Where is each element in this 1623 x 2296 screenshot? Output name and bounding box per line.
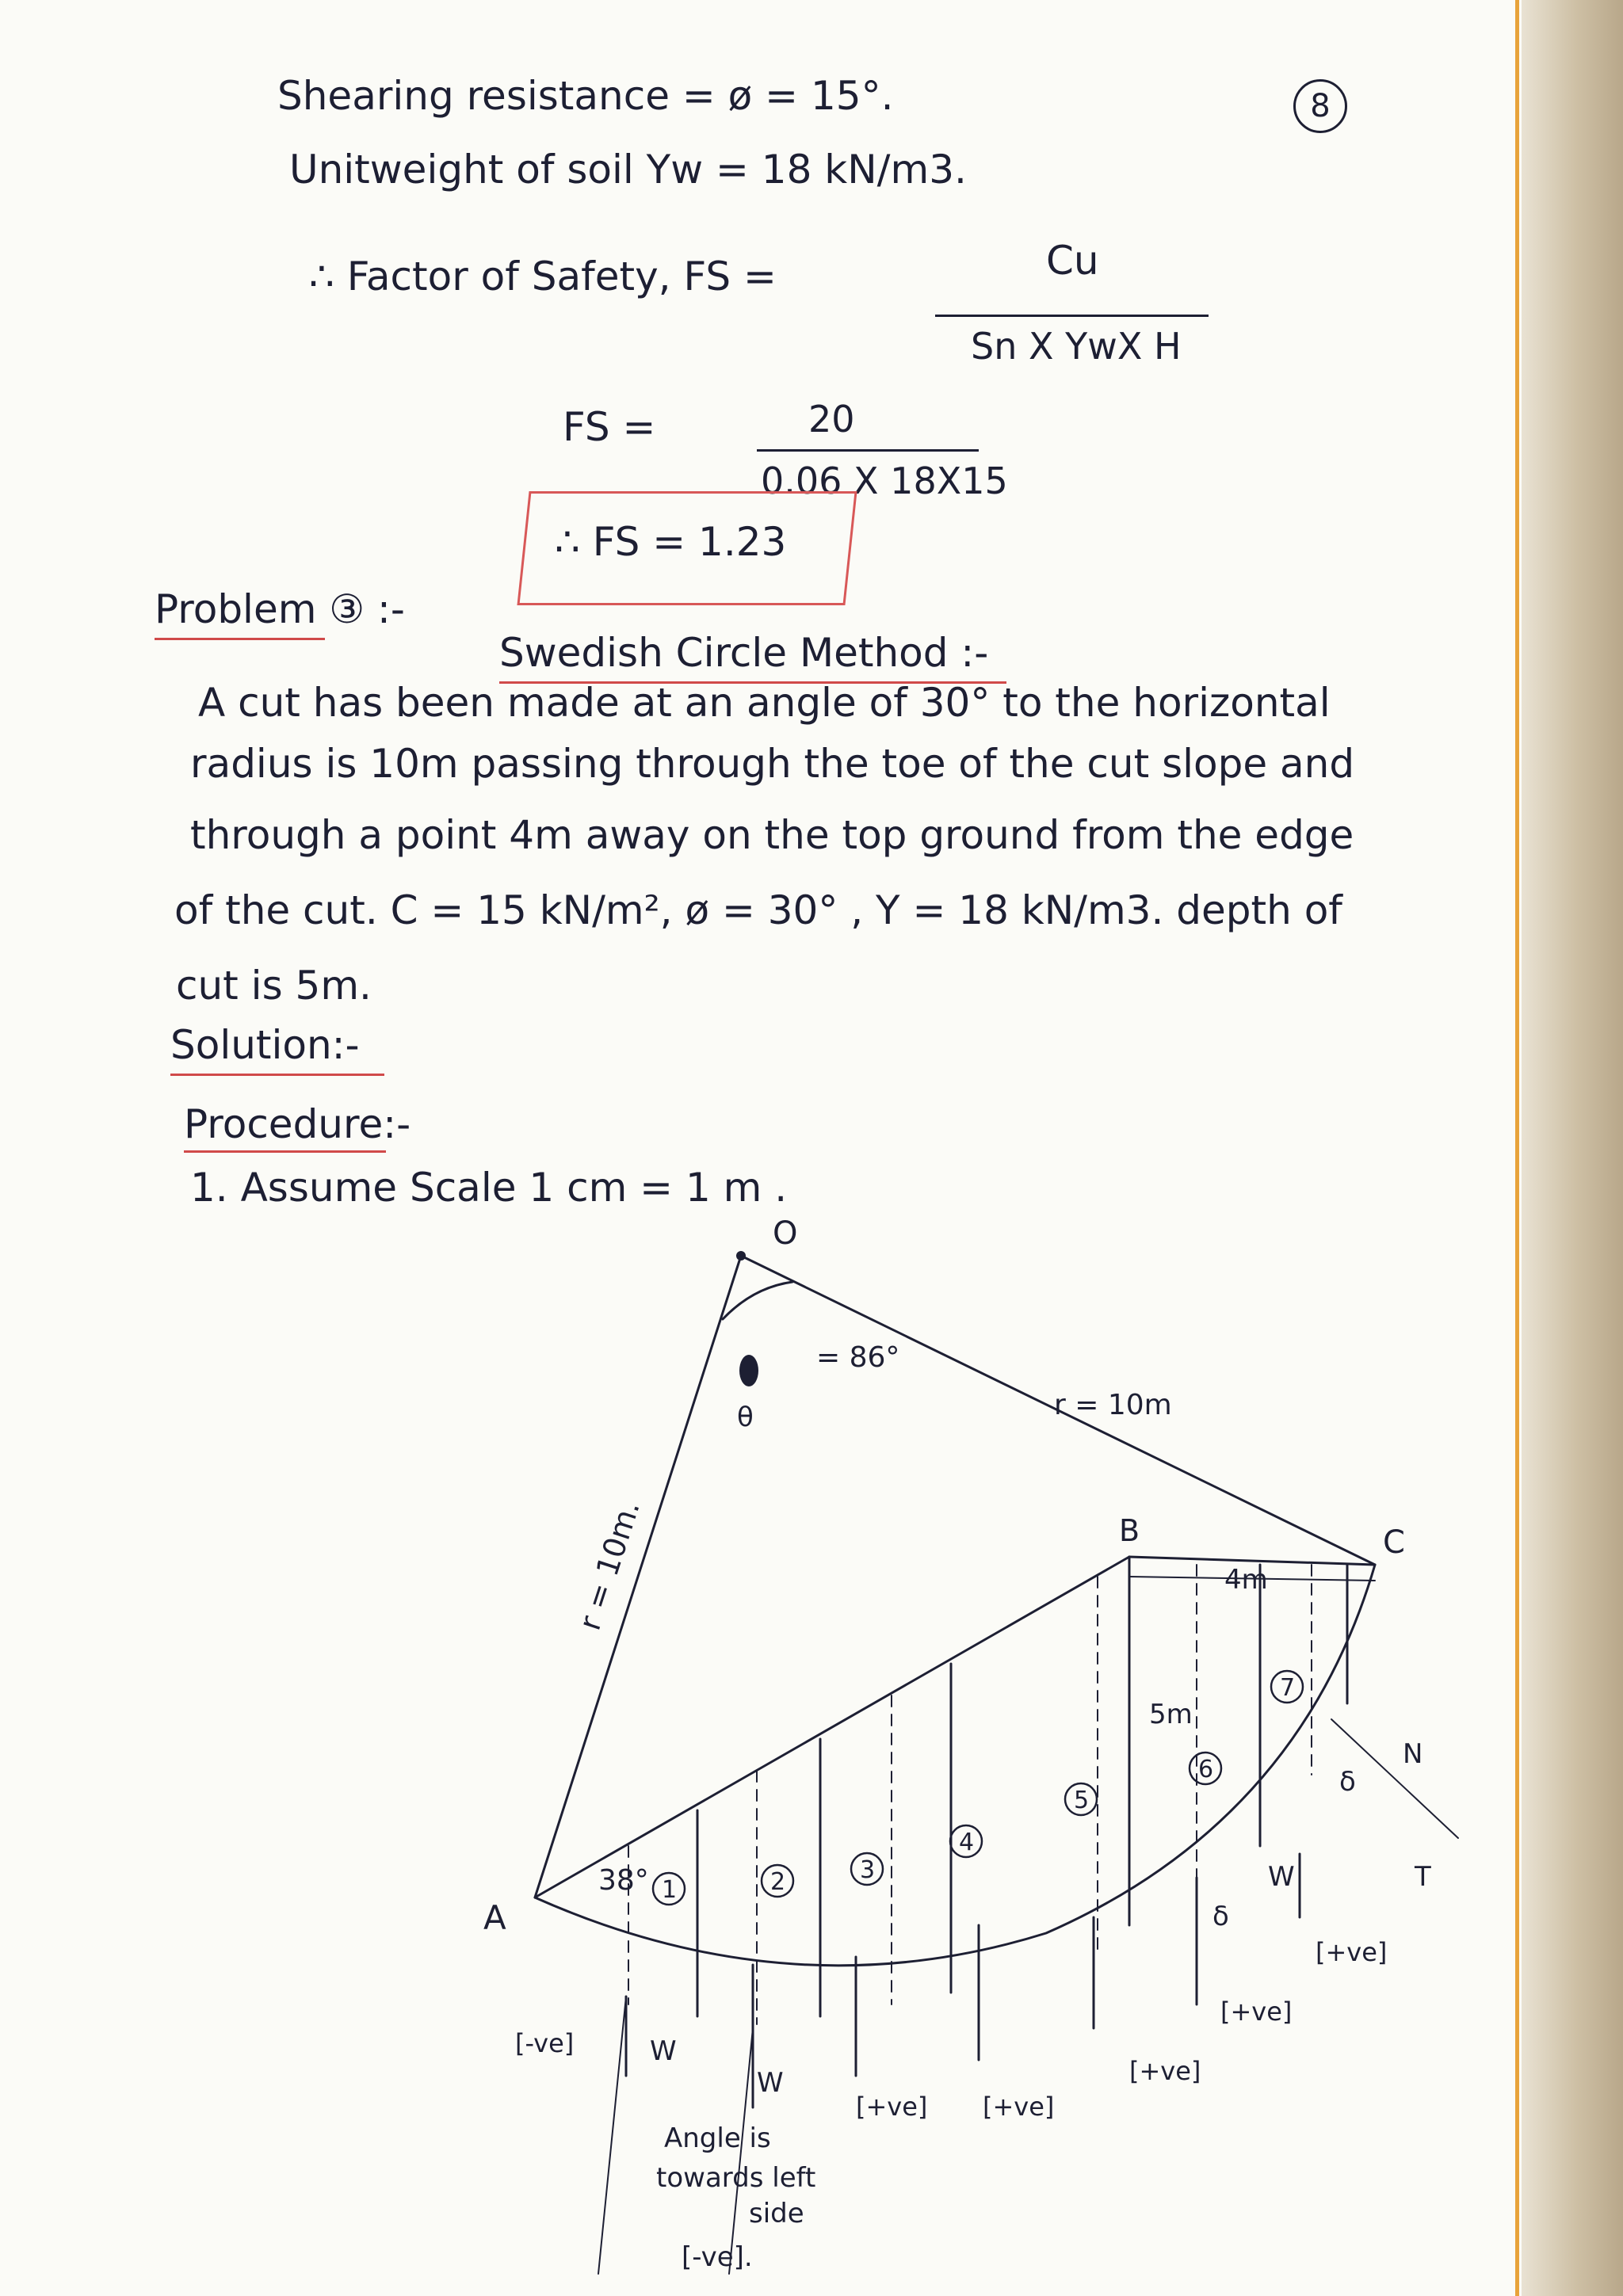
radial-line (598, 1997, 626, 2274)
solution-label: Solution:- (170, 1022, 360, 1068)
note-line-4: [-ve]. (682, 2241, 753, 2273)
label-B: B (1119, 1513, 1140, 1548)
note-line-3: side (749, 2198, 804, 2229)
problem-heading: Problem ③ :- (155, 586, 405, 632)
label-T: T (1415, 1861, 1431, 1893)
label-W: W (1268, 1861, 1295, 1893)
unit-weight-line: Unitweight of soil Yw = 18 kN/m3. (289, 147, 967, 193)
label-neg: [-ve] (515, 2028, 575, 2058)
slice-number: 2 (770, 1868, 786, 1896)
problem-line-1: A cut has been made at an angle of 30° to the horizontal (198, 680, 1331, 726)
slip-arc (535, 1565, 1375, 1966)
label-radius-right: r = 10m (1054, 1389, 1172, 1421)
slice-number: 7 (1280, 1674, 1296, 1702)
label-pos: [+ve] (1129, 2056, 1201, 2086)
fs-sub-label: FS = (563, 404, 656, 450)
label-A: A (483, 1898, 506, 1937)
label-pos: [+ve] (1220, 1997, 1293, 2027)
label-delta: δ (1212, 1901, 1229, 1932)
procedure-label: Procedure:- (184, 1101, 411, 1147)
cut-slope-line (535, 1557, 1129, 1897)
slice-number: 3 (860, 1856, 876, 1884)
shearing-resistance-line: Shearing resistance = ø = 15°. (277, 73, 894, 119)
radius-left-line (535, 1256, 741, 1897)
page-number: 8 (1310, 88, 1331, 124)
label-W: W (650, 2035, 677, 2067)
fs-sub-denominator: 0.06 X 18X15 (761, 460, 1008, 502)
problem-line-5: cut is 5m. (176, 963, 372, 1009)
label-N: N (1403, 1738, 1423, 1770)
label-5m: 5m (1149, 1699, 1193, 1730)
label-C: C (1383, 1524, 1405, 1561)
slice-number: 1 (662, 1876, 678, 1904)
label-theta: θ (737, 1402, 754, 1433)
label-pos: [+ve] (1316, 1937, 1388, 1967)
label-W: W (757, 2067, 784, 2099)
label-pos: [+ve] (983, 2092, 1055, 2122)
fs-sub-numerator: 20 (808, 398, 855, 441)
slice-number: 4 (959, 1829, 975, 1856)
fs-result: ∴ FS = 1.23 (555, 519, 787, 565)
label-O: O (773, 1215, 798, 1252)
theta-marker (739, 1355, 758, 1386)
angle-arc (723, 1282, 792, 1319)
slice-number: 5 (1074, 1787, 1090, 1814)
problem-line-3: through a point 4m away on the top ground from the edge (190, 812, 1354, 858)
problem-line-4: of the cut. C = 15 kN/m², ø = 30° , Y = 18 kN/m3. depth of (174, 887, 1342, 933)
slice-number: 6 (1198, 1756, 1214, 1783)
fs-formula-denominator: Sn X YwX H (971, 325, 1182, 368)
problem-line-2: radius is 10m passing through the toe of the cut slope and (190, 741, 1355, 787)
step-1: 1. Assume Scale 1 cm = 1 m . (190, 1165, 788, 1211)
note-line-2: towards left (656, 2162, 816, 2194)
note-line-1: Angle is (664, 2122, 771, 2154)
label-delta: δ (1339, 1766, 1356, 1798)
fs-formula-label: ∴ Factor of Safety, FS = (309, 254, 777, 299)
label-radius-left: r = 10m. (571, 1496, 647, 1634)
label-38deg: 38° (598, 1864, 649, 1897)
fs-formula-numerator: Cu (1046, 238, 1099, 284)
label-pos: [+ve] (856, 2092, 928, 2122)
label-angle: = 86° (816, 1341, 900, 1374)
point-O-marker (736, 1251, 746, 1261)
problem-title: Swedish Circle Method :- (499, 630, 989, 676)
label-4m: 4m (1224, 1564, 1268, 1596)
